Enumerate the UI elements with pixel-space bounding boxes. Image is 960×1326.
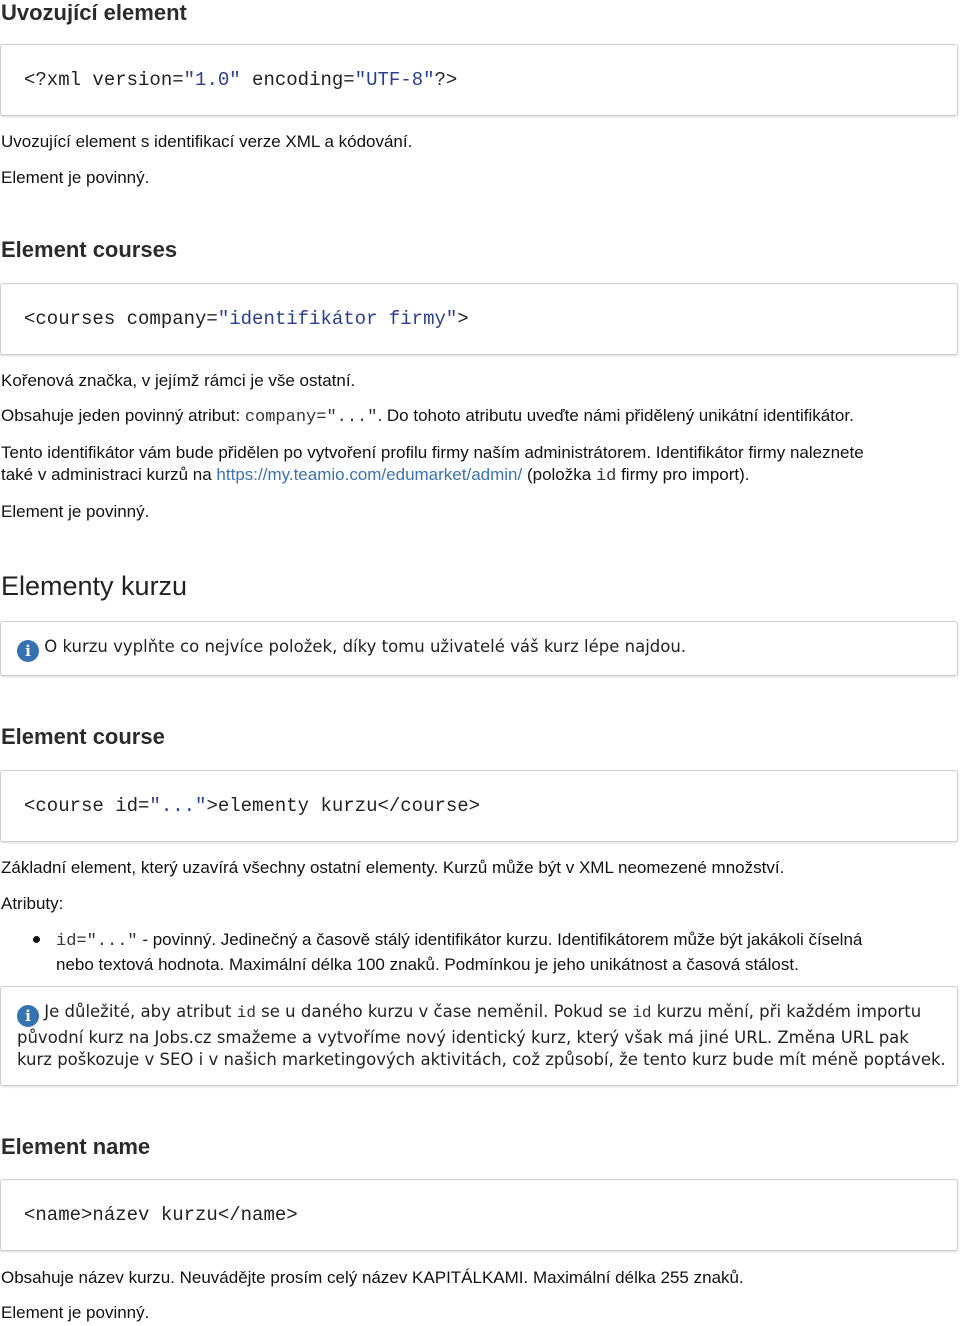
- link-admin-url[interactable]: https://my.teamio.com/edumarket/admin/: [216, 465, 523, 484]
- attribute-list: [0, 928, 960, 976]
- heading-element-course: Element course: [1, 724, 165, 749]
- code-string: "...": [149, 795, 207, 817]
- code-course: [24, 795, 480, 817]
- code-part: <courses company=: [24, 308, 218, 330]
- code-block-name: [0, 1179, 958, 1251]
- code-block-xml-declaration: [0, 44, 958, 116]
- info-box-fill-items: [0, 621, 958, 676]
- info-text: O kurzu vyplňte co nejvíce položek, díky tomu uživatelé váš kurz lépe najdou.: [44, 637, 687, 656]
- info-line: kurz poškozuje v SEO i v našich marketingových aktivitách, což způsobí, že tento kurz bude mít méně poptávek.: [17, 1050, 946, 1069]
- info-line: původní kurz na Jobs.cz smažeme a vytvoříme nový identický kurz, který však má jiné URL. Změna URL pak: [17, 1028, 909, 1047]
- text: (položka: [522, 465, 596, 484]
- paragraph-required: Element je povinný.: [1, 1303, 150, 1322]
- code-string: "UTF-8": [354, 69, 435, 91]
- paragraph-identifier-line1: Tento identifikátor vám bude přidělen po vytvoření profilu firmy naším administrátorem. Identifikátor firmy naleznete: [1, 443, 864, 462]
- text: nebo textová hodnota. Maximální délka 100 znaků. Podmínkou je jeho unikátnost a časová stálost.: [56, 955, 799, 974]
- heading-element-courses: Element courses: [1, 237, 178, 262]
- code-name: [24, 1204, 298, 1226]
- code-part: encoding=: [240, 69, 355, 91]
- text: také v administraci kurzů na: [1, 465, 217, 484]
- code-part: <name>název kurzu</name>: [24, 1204, 298, 1226]
- code-part: ?>: [434, 69, 458, 91]
- inline-code-id: id="...": [56, 932, 138, 951]
- text: firmy pro import).: [616, 465, 750, 484]
- code-courses: [24, 308, 469, 330]
- heading-uvozujici-element: Uvozující element: [1, 0, 187, 25]
- code-part: >elementy kurzu</course>: [206, 795, 481, 817]
- code-block-courses: [0, 283, 958, 355]
- text: Obsahuje jeden povinný atribut:: [1, 406, 245, 425]
- paragraph-attributes-label: Atributy:: [1, 894, 64, 913]
- inline-code-id: id: [632, 1004, 652, 1022]
- paragraph-required: Element je povinný.: [1, 502, 150, 521]
- code-part: <?xml version=: [24, 69, 184, 91]
- inline-code-company: company="...": [244, 408, 378, 427]
- code-part: <course id=: [24, 795, 150, 817]
- info-icon: i: [17, 640, 39, 662]
- info-content: [17, 1001, 947, 1071]
- info-row: [17, 637, 686, 662]
- code-string: "identifikátor firmy": [217, 308, 458, 330]
- paragraph-course-description: Základní element, který uzavírá všechny ostatní elementy. Kurzů může být v XML neomezené množství.: [1, 858, 785, 877]
- code-string: "1.0": [183, 69, 241, 91]
- text: - povinný. Jedinečný a časově stálý identifikátor kurzu. Identifikátorem může být jakákoli číselná: [137, 930, 863, 949]
- info-box-id-stability: [0, 986, 958, 1086]
- info-line: [17, 1001, 947, 1027]
- inline-code-id: id: [595, 467, 617, 486]
- code-block-course: [0, 770, 958, 842]
- code-part: >: [457, 308, 469, 330]
- heading-elementy-kurzu: Elementy kurzu: [1, 571, 188, 601]
- text: . Do tohoto atributu uveďte námi přidělený unikátní identifikátor.: [377, 406, 854, 425]
- heading-element-name: Element name: [1, 1134, 151, 1159]
- list-item-id-attribute: [0, 928, 960, 976]
- info-icon: i: [17, 1005, 39, 1027]
- paragraph-root-tag: Kořenová značka, v jejímž rámci je vše ostatní.: [1, 371, 356, 390]
- paragraph-xml-description: Uvozující element s identifikací verze XML a kódování.: [1, 132, 413, 151]
- bullet-icon: [33, 936, 40, 943]
- paragraph-company-attribute: [1, 405, 854, 429]
- paragraph-identifier-line2: [1, 464, 750, 488]
- paragraph-required: Element je povinný.: [1, 168, 150, 187]
- paragraph-name-description: Obsahuje název kurzu. Neuvádějte prosím celý název KAPITÁLKAMI. Maximální délka 255 znaků.: [1, 1268, 744, 1287]
- text: Je důležité, aby atribut: [44, 1002, 237, 1021]
- text: kurzu mění, při každém importu: [651, 1002, 922, 1021]
- inline-code-id: id: [236, 1004, 256, 1022]
- text: se u daného kurzu v čase neměnil. Pokud se: [255, 1002, 633, 1021]
- code-xml-declaration: [24, 69, 457, 91]
